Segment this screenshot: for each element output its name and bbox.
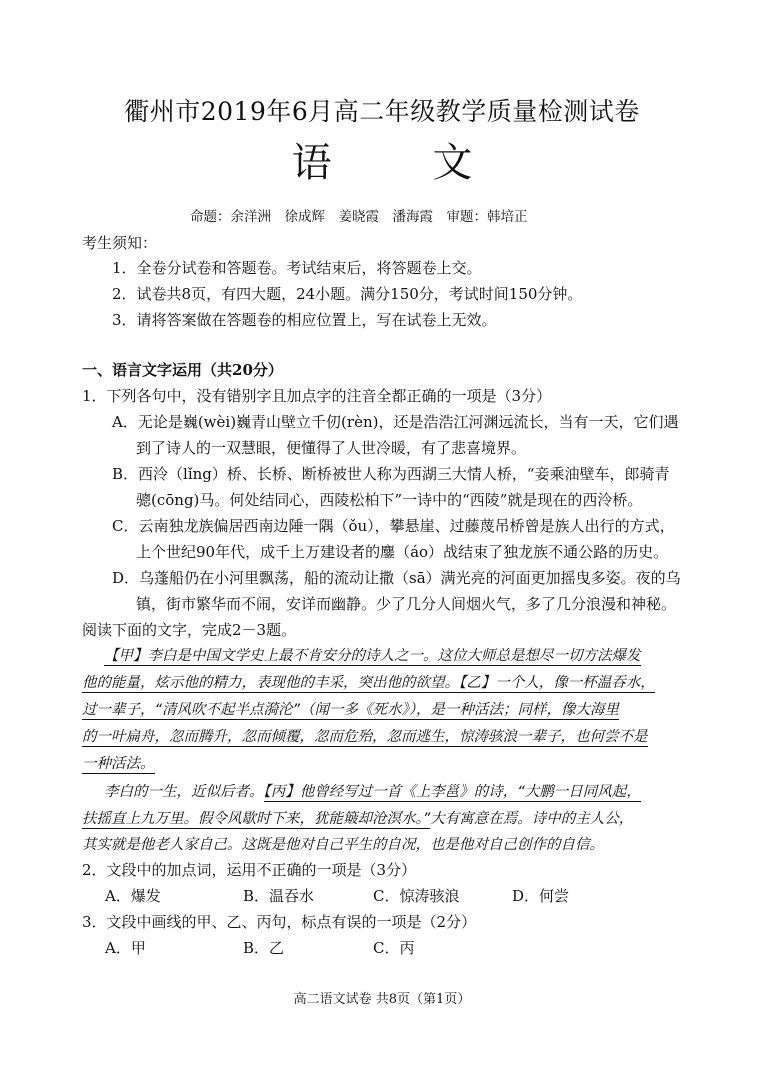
passage-p1-line2: [82, 673, 655, 693]
q2-stem: 2．文段中的加点词，运用不正确的一项是（3分）: [82, 861, 417, 879]
q1-option-d-line2: 镇，街市繁华而不闹，安详而幽静。少了几分人间烟火气，多了几分浪漫和神秘。: [136, 595, 677, 613]
q2-option-a: A．爆发: [105, 887, 161, 905]
underline-bing: 【丙】他曾经写过一首《上李邕》的诗，“大鹏一日同风起，: [263, 784, 641, 800]
underline-jia: 【甲】李白是中国文学史上最不肯安分的诗人之一。这位大师总是想尽一切方法爆发: [104, 648, 641, 664]
exam-authors: 命题：余洋洲 徐成辉 姜晓霞 潘海霞 审题：韩培正: [190, 209, 528, 225]
underline-yi-end: 一种活法。: [82, 756, 155, 772]
exam-title: 衢州市2019年6月高二年级教学质量检测试卷: [124, 97, 640, 126]
passage-p2-start: 李白的一生，近似后者。: [104, 784, 264, 800]
underline-yi-cont2: 的一叶扁舟，忽而腾升，忽而倾覆，忽而危殆，忽而逃生，惊涛骇浪一辈子，也何尝不是: [82, 729, 648, 745]
underline-yi: 【乙】一个人，像一杯温吞水，: [459, 675, 655, 691]
underline-yi-cont: 过一辈子，“清风吹不起半点漪沦”（闻一多《死水》），是一种活法；同样，像大海里: [82, 702, 620, 718]
q3-option-c: C．丙: [373, 939, 415, 957]
q3-stem: 3．文段中画线的甲、乙、丙句，标点有误的一项是（2分）: [82, 913, 477, 931]
underline-bing-end: 扶摇直上九万里。假令风歇时下来，犹能簸却沧溟水。”: [82, 811, 431, 827]
q2-option-d: D．何尝: [512, 887, 570, 905]
notice-item-1: 1．全卷分试卷和答题卷。考试结束后，将答题卷上交。: [112, 259, 482, 277]
page-footer: 高二语文试卷 共8页（第1页）: [293, 992, 471, 1007]
passage-p2-line3: 其实就是他老人家自己。这既是他对自己平生的自况，也是他对自己创作的自信。: [82, 837, 604, 853]
section-heading: 一、语言文字运用（共20分）: [82, 361, 283, 379]
q1-stem: 1．下列各句中，没有错别字且加点字的注音全都正确的一项是（3分）: [82, 387, 552, 405]
underline-jia-end: 他的能量，炫示他的精力，表现他的丰采，突出他的欲望。: [82, 675, 459, 691]
passage-p1-line3: [82, 700, 619, 720]
q1-option-c-line1: C．云南独龙族偏居西南边陲一隅（ǒu），攀悬崖、过藤蔑吊桥曾是族人出行的方式，: [112, 517, 675, 535]
q1-option-b-line2: 骢(cōng)马。何处结同心，西陵松柏下”一诗中的“西陵”就是现在的西泠桥。: [136, 491, 643, 509]
q1-option-c-line2: 上个世纪90年代，成千上万建设者的鏖（áo）战结束了独龙族不通公路的历史。: [136, 543, 669, 561]
exam-subject: 语 文: [291, 140, 517, 186]
q1-option-a-line1: A．无论是巍(wèi)巍青山壁立千仞(rèn)，还是浩浩江河渊远流长，当有一天，它们遇: [112, 413, 679, 431]
q2-option-c: C．惊涛骇浪: [373, 887, 460, 905]
q1-option-d-line1: D．乌蓬船仍在小河里飘荡，船的流动让撒（sā）满光亮的河面更加摇曳多姿。夜的乌: [112, 569, 681, 587]
passage-p2-line2: [82, 809, 633, 829]
notice-item-2: 2．试卷共8页，有四大题，24小题。满分150分，考试时间150分钟。: [112, 285, 583, 303]
passage-p1-line5: [82, 754, 155, 774]
passage-p2-rest: 大有寓意在焉。诗中的主人公，: [430, 811, 634, 827]
passage-p2-line1: [104, 782, 641, 802]
notice-heading: 考生须知：: [82, 234, 158, 252]
passage-p1-line1: [104, 646, 641, 666]
reading-intro: 阅读下面的文字，完成2－3题。: [82, 621, 297, 639]
q3-option-a: A．甲: [105, 939, 146, 957]
notice-item-3: 3．请将答案做在答题卷的相应位置上，写在试卷上无效。: [112, 311, 497, 329]
q3-option-b: B．乙: [243, 939, 285, 957]
q2-option-b: B．温吞水: [243, 887, 315, 905]
passage-p1-line4: [82, 727, 648, 747]
q1-option-a-line2: 到了诗人的一双慧眼，便懂得了人世冷暖，有了悲喜境界。: [136, 439, 527, 457]
q1-option-b-line1: B．西泠（lǐng）桥、长桥、断桥被世人称为西湖三大情人桥，“妾乘油壁车，郎骑青: [112, 465, 670, 483]
